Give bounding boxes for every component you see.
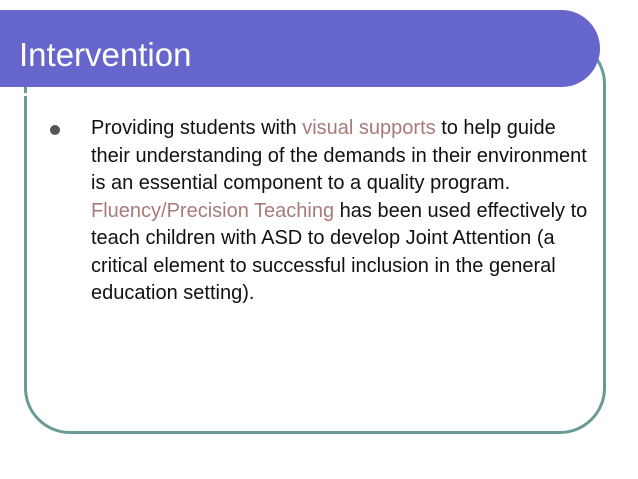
bullet-text-part-3: has been used effectively to teach children with ASD to develop Joint Attention (a critical element to successful inclusion in the general education setting).: [91, 199, 588, 304]
slide-title: Intervention: [19, 36, 192, 73]
title-bar: [0, 10, 600, 87]
bullet-text: [91, 115, 589, 308]
fluency-precision-teaching-link-text: Fluency/Precision Teaching: [91, 199, 335, 222]
title-underline: [0, 93, 566, 96]
bullet-text-part-1: Providing students with: [91, 117, 303, 139]
bullet-dot-icon: [50, 125, 60, 135]
bullet-text-part-2: to help guide their understanding of the demands in their environment is an essential component to a quality program.: [91, 117, 587, 194]
visual-supports-link-text: visual supports: [302, 117, 436, 139]
